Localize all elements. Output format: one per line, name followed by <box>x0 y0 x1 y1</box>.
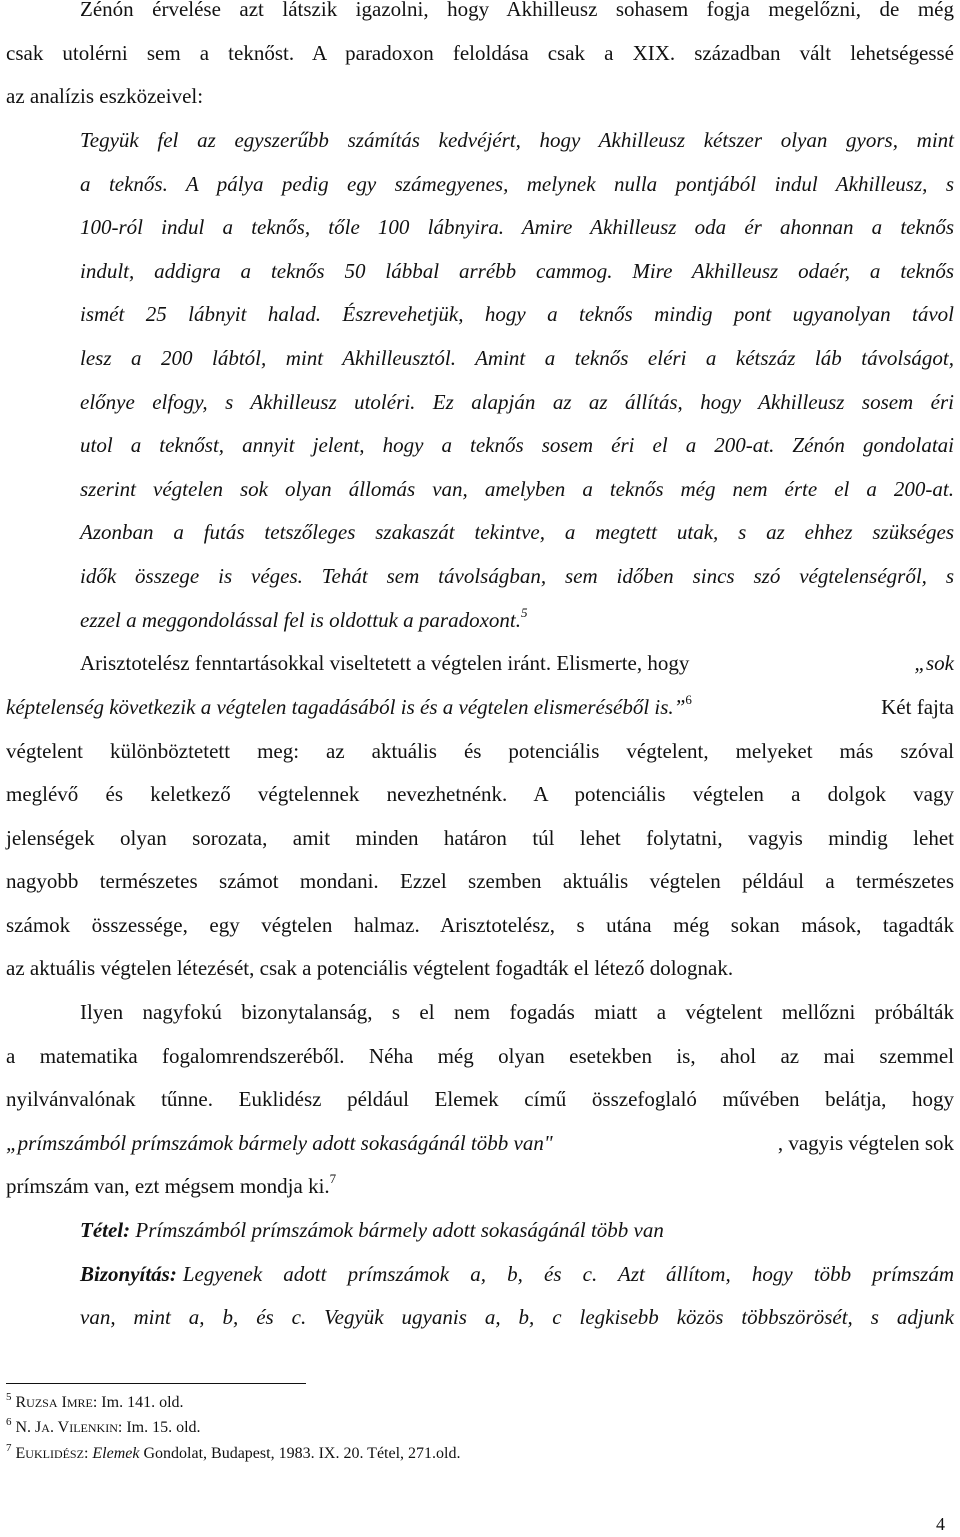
theorem-text: Prímszámból prímszámok bármely adott sokaságánál több van <box>135 1218 664 1242</box>
quote-line <box>80 607 527 633</box>
body-line: a matematika fogalomrendszeréből. Néha még olyan esetekben is, ahol az mai szemmel <box>6 1044 954 1068</box>
footnote-number: 6 <box>6 1415 12 1428</box>
quote-line: előnye elfogy, s Akhilleusz utoléri. Ez alapján az az állítás, hogy Akhilleusz sosem éri <box>80 390 954 414</box>
body-line: végtelent különböztetett meg: az aktuális és potenciális végtelent, melyeket más szóval <box>6 739 954 763</box>
footnote-number: 5 <box>6 1390 12 1403</box>
body-line: Zénón érvelése azt látszik igazolni, hogy Akhilleusz sohasem fogja megelőzni, de még <box>80 0 954 21</box>
body-line: nyilvánvalónak tűnne. Euklidész például Elemek című összefoglaló művében belátja, hogy <box>6 1087 954 1111</box>
quote-line: ismét 25 lábnyit halad. Észrevehetjük, hogy a teknős mindig pont ugyanolyan távol <box>80 302 954 326</box>
page-number: 4 <box>936 1514 945 1534</box>
body-line: az aktuális végtelen létezését, csak a potenciális végtelent fogadták el létező dolognak. <box>6 956 734 980</box>
quote-open: „sok <box>914 651 954 675</box>
proof-text: Legyenek adott prímszámok a, b, és c. Azt állítom, hogy több prímszám <box>182 1262 954 1286</box>
quote-text: ezzel a meggondolással fel is oldottuk a paradoxont. <box>80 608 521 632</box>
quote-close: ” <box>673 695 686 719</box>
body-line: az analízis eszközeivel: <box>6 84 204 108</box>
footnote-text: : Im. 141. old. <box>92 1394 184 1411</box>
body-line: csak utolérni sem a teknőst. A paradoxon feloldása csak a XIX. században vált lehetségessé <box>6 41 954 65</box>
body-line: nagyobb természetes számot mondani. Ezzel szemben aktuális végtelen például a természetes <box>6 869 954 893</box>
body-line: jelenségek olyan sorozata, amit minden határon túl lehet folytatni, vagyis mindig lehet <box>6 826 954 850</box>
quote-line: lesz a 200 lábtól, mint Akhilleusztól. Amint a teknős eléri a kétszáz láb távolságot, <box>80 346 954 370</box>
quote-text: „prímszámból prímszámok bármely adott sokaságánál több van" <box>6 1131 553 1155</box>
body-line <box>6 1130 954 1156</box>
quote-line: indult, addigra a teknős 50 lábbal arrébb cammog. Mire Akhilleusz odaér, a teknős <box>80 259 954 283</box>
quote-line: szerint végtelen sok olyan állomás van, amelyben a teknős még nem érte el a 200-at. <box>80 477 954 501</box>
footnote-text: : Im. 15. old. <box>117 1419 201 1436</box>
theorem-line <box>80 1217 664 1243</box>
quote-line: utol a teknőst, annyit jelent, hogy a teknős sosem éri el a 200-at. Zénón gondolatai <box>80 433 954 457</box>
body-text: Két fajta <box>881 695 954 719</box>
body-line <box>6 694 954 720</box>
body-line <box>80 650 954 676</box>
footnote <box>6 1390 184 1413</box>
footnote-ref: 7 <box>329 1171 337 1186</box>
proof-line: van, mint a, b, és c. Vegyük ugyanis a, b, c legkisebb közös többszörösét, s adjunk <box>80 1305 954 1329</box>
footnote-author: N. JA. VILENKIN <box>15 1419 118 1436</box>
quote-line: 100-ról indul a teknős, tőle 100 lábnyira. Amire Akhilleusz oda ér ahonnan a teknős <box>80 215 954 239</box>
footnote-title: Elemek <box>92 1445 140 1462</box>
footnote: $^7$ EUKLIDÉSZ: Elemek Gondolat, Budapest, 1983. IX. 20. Tétel, 271.old. <box>6 1441 461 1462</box>
quote-line: Tegyük fel az egyszerűbb számítás kedvéjért, hogy Akhilleusz kétszer olyan gyors, mint <box>80 128 954 152</box>
body-line: számok összessége, egy végtelen halmaz. Arisztotelész, s utána még sokan mások, tagadták <box>6 913 954 937</box>
footnote-ref: 6 <box>685 692 692 707</box>
footnote-ref: 5 <box>520 605 528 620</box>
proof-line <box>80 1261 954 1287</box>
body-line: meglévő és keletkező végtelennek nevezhetnénk. A potenciális végtelen a dolgok vagy <box>6 782 954 806</box>
quote-line: Azonban a futás tetszőleges szakaszát tekintve, a megtett utak, s az ehhez szükséges <box>80 520 954 544</box>
theorem-label: Tétel: <box>80 1218 131 1242</box>
footnote-number: 7 <box>6 1441 12 1454</box>
footnote <box>6 1415 201 1438</box>
quote-line: a teknős. A pálya pedig egy számegyenes, melynek nulla pontjából indul Akhilleusz, s <box>80 172 954 196</box>
proof-label: Bizonyítás: <box>80 1262 177 1286</box>
quote-line: idők összege is véges. Tehát sem távolságban, sem időben sincs szó végtelenségről, s <box>80 564 954 588</box>
body-text: , vagyis végtelen sok <box>777 1131 954 1155</box>
body-text: Arisztotelész fenntartásokkal viseltetett a végtelen iránt. Elismerte, hogy <box>80 651 690 675</box>
body-line <box>6 1173 336 1199</box>
body-text: prímszám van, ezt mégsem mondja ki. <box>6 1174 330 1198</box>
body-line: Ilyen nagyfokú bizonytalanság, s el nem fogadás miatt a végtelent mellőzni próbálták <box>80 1000 954 1024</box>
quote-text: képtelenség következik a végtelen tagadásából is és a végtelen elismeréséből is. <box>6 695 674 719</box>
footnote-separator <box>6 1383 306 1384</box>
footnote-author: EUKLIDÉSZ <box>15 1445 84 1462</box>
footnote-author: RUZSA IMRE <box>15 1394 93 1411</box>
footnote-text: Gondolat, Budapest, 1983. IX. 20. Tétel, 271.old. <box>143 1445 461 1462</box>
